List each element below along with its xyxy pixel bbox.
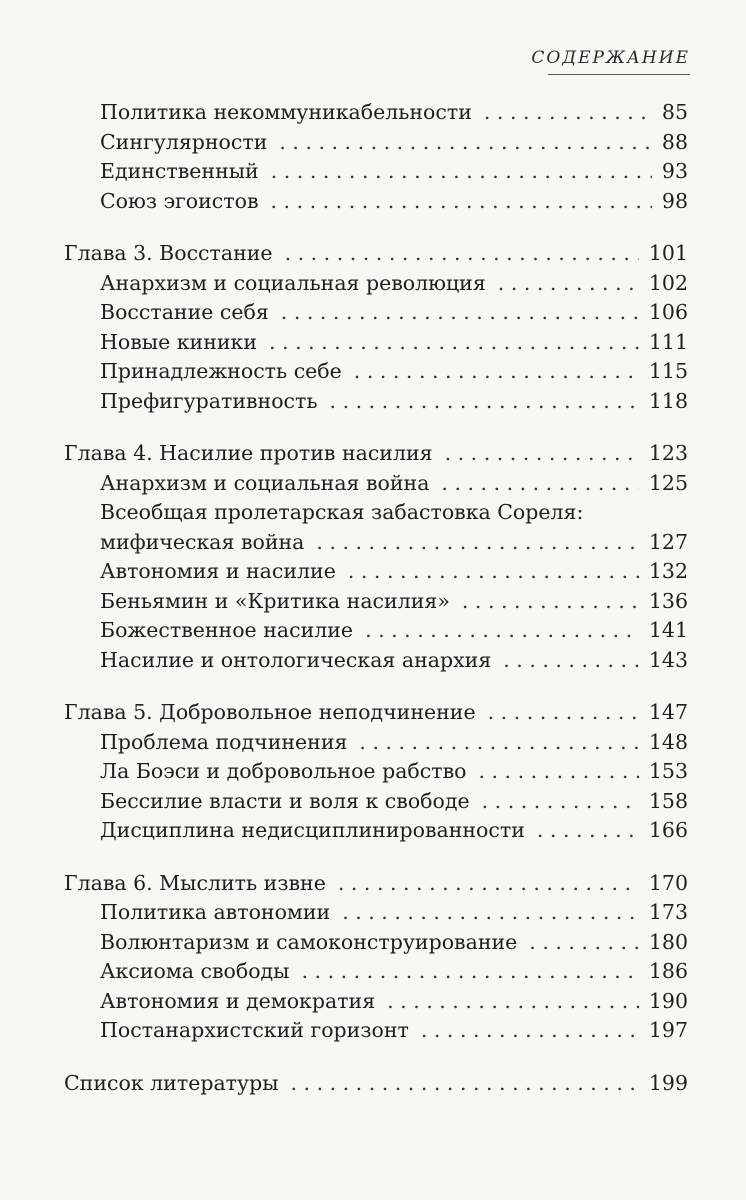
toc-page-number: 118: [648, 388, 688, 413]
dot-leader: [484, 98, 652, 128]
toc-entry-title: Всеобщая пролетарская забастовка Сореля:: [100, 500, 584, 524]
dot-leader: [316, 528, 638, 558]
dot-leader: [445, 439, 639, 469]
toc-page-number: 143: [648, 647, 688, 672]
toc-subsection-entry: [64, 646, 688, 676]
toc-entry-title: Бессилие власти и воля к свободе: [100, 788, 470, 813]
dot-leader: [354, 357, 639, 387]
toc-subsection-entry: [64, 557, 688, 587]
dot-leader: [387, 987, 639, 1017]
dot-leader: [342, 898, 639, 928]
toc-entry-title: Восстание себя: [100, 300, 269, 324]
toc-subsection-entry: [64, 157, 688, 187]
dot-leader: [537, 816, 639, 846]
toc-page-number: 147: [648, 700, 688, 724]
toc-page-number: 93: [661, 159, 688, 183]
toc-page-number: 197: [648, 1018, 688, 1042]
toc-entry-title: Насилие и онтологическая анархия: [100, 647, 492, 672]
toc-entry-title: Ла Боэси и добровольное рабство: [100, 759, 467, 783]
toc-section: [64, 1069, 688, 1099]
toc-page-number: 141: [648, 618, 688, 642]
dot-leader: [482, 787, 639, 817]
toc-page-number: 180: [648, 929, 688, 954]
toc-chapter-entry: [64, 439, 688, 469]
toc-entry-title: Принадлежность себе: [100, 359, 342, 383]
toc-entry-title: Анархизм и социальная революция: [100, 270, 486, 295]
dot-leader: [498, 269, 639, 299]
toc-entry-title: Политика автономии: [100, 900, 331, 924]
toc-subsection-entry: [64, 498, 688, 528]
toc-entry-title: Волюнтаризм и самоконструирование: [100, 929, 518, 954]
dot-leader: [330, 387, 639, 417]
toc-subsection-entry: [64, 787, 688, 817]
toc-entry-title: Анархизм и социальная война: [100, 470, 430, 495]
toc-page-number: 115: [648, 359, 688, 383]
toc-entry-title: Глава 3. Восстание: [64, 241, 273, 265]
toc-subsection-entry: [64, 328, 688, 358]
toc-page-number: 125: [648, 470, 688, 495]
toc-page-number: 111: [648, 329, 688, 354]
dot-leader: [281, 298, 639, 328]
toc-subsection-entry: [64, 616, 688, 646]
dot-leader: [488, 698, 639, 728]
table-of-contents: [64, 98, 688, 1121]
dot-leader: [269, 328, 639, 358]
toc-chapter-entry: [64, 1069, 688, 1099]
toc-page-number: 199: [648, 1070, 688, 1095]
toc-subsection-entry: [64, 357, 688, 387]
toc-entry-title: Глава 4. Насилие против насилия: [64, 441, 433, 465]
toc-entry-title: Новые киники: [100, 329, 258, 354]
toc-subsection-entry: [64, 469, 688, 499]
toc-entry-title: Постанархистский горизонт: [100, 1018, 409, 1042]
toc-page-number: 85: [661, 100, 688, 124]
toc-section: [64, 698, 688, 846]
toc-page-number: 88: [661, 129, 688, 154]
toc-subsection-entry: [64, 269, 688, 299]
toc-subsection-entry: [64, 728, 688, 758]
toc-page-number: 98: [661, 188, 688, 213]
toc-entry-title: Префигуративность: [100, 388, 318, 413]
toc-page-number: 170: [648, 870, 688, 895]
toc-page-number: 127: [648, 529, 688, 554]
toc-subsection-entry: [64, 898, 688, 928]
dot-leader: [271, 157, 652, 187]
toc-subsection-entry: [64, 387, 688, 417]
toc-page-number: 166: [648, 818, 688, 842]
toc-subsection-entry: [64, 528, 688, 558]
toc-subsection-entry: [64, 98, 688, 128]
toc-subsection-entry: [64, 128, 688, 158]
toc-entry-title: Единственный: [100, 159, 259, 183]
dot-leader: [302, 957, 639, 987]
toc-page-number: 132: [648, 559, 688, 583]
toc-entry-title: Божественное насилие: [100, 618, 354, 642]
toc-chapter-entry: [64, 239, 688, 269]
toc-page-number: 102: [648, 270, 688, 295]
running-head: СОДЕРЖАНИЕ: [531, 48, 690, 68]
toc-page-number: 148: [648, 729, 688, 754]
dot-leader: [529, 928, 639, 958]
toc-page-number: 106: [648, 300, 688, 324]
toc-section: [64, 239, 688, 416]
toc-subsection-entry: [64, 987, 688, 1017]
toc-entry-title: Политика некоммуникабельности: [100, 100, 472, 124]
toc-page-number: 190: [648, 988, 688, 1013]
toc-subsection-entry: [64, 757, 688, 787]
toc-entry-title: Проблема подчинения: [100, 729, 348, 754]
toc-entry-title: Список литературы: [64, 1070, 279, 1095]
toc-subsection-entry: [64, 816, 688, 846]
toc-chapter-entry: [64, 869, 688, 899]
toc-page-number: 123: [648, 441, 688, 465]
dot-leader: [271, 187, 652, 217]
dot-leader: [441, 469, 638, 499]
toc-entry-title: Аксиома свободы: [100, 959, 290, 983]
dot-leader: [421, 1016, 639, 1046]
dot-leader: [365, 616, 639, 646]
toc-section: [64, 869, 688, 1046]
toc-subsection-entry: [64, 187, 688, 217]
toc-page-number: 153: [648, 759, 688, 783]
toc-entry-title: Сингулярности: [100, 129, 268, 154]
toc-entry-title: Дисциплина недисциплинированности: [100, 818, 525, 842]
toc-entry-title: Автономия и демократия: [100, 988, 376, 1013]
dot-leader: [291, 1069, 639, 1099]
dot-leader: [285, 239, 639, 269]
toc-entry-title: Глава 5. Добровольное неподчинение: [64, 700, 476, 724]
toc-page-number: 136: [648, 588, 688, 613]
toc-section: [64, 98, 688, 216]
dot-leader: [462, 587, 639, 617]
toc-page-number: 186: [648, 959, 688, 983]
dot-leader: [359, 728, 638, 758]
toc-subsection-entry: [64, 587, 688, 617]
toc-chapter-entry: [64, 698, 688, 728]
toc-subsection-entry: [64, 928, 688, 958]
toc-subsection-entry: [64, 957, 688, 987]
toc-section: [64, 439, 688, 675]
toc-page-number: 173: [648, 900, 688, 924]
dot-leader: [503, 646, 639, 676]
toc-entry-title: Беньямин и «Критика насилия»: [100, 588, 450, 613]
toc-subsection-entry: [64, 1016, 688, 1046]
toc-page-number: 158: [648, 788, 688, 813]
toc-entry-title: Автономия и насилие: [100, 559, 336, 583]
toc-subsection-entry: [64, 298, 688, 328]
dot-leader: [348, 557, 639, 587]
dot-leader: [279, 128, 652, 158]
toc-entry-title: мифическая война: [100, 529, 305, 554]
toc-entry-title: Глава 6. Мыслить извне: [64, 870, 326, 895]
dot-leader: [478, 757, 638, 787]
running-head-rule: [548, 74, 690, 75]
dot-leader: [338, 869, 639, 899]
toc-entry-title: Союз эгоистов: [100, 188, 259, 213]
toc-page-number: 101: [648, 241, 688, 265]
